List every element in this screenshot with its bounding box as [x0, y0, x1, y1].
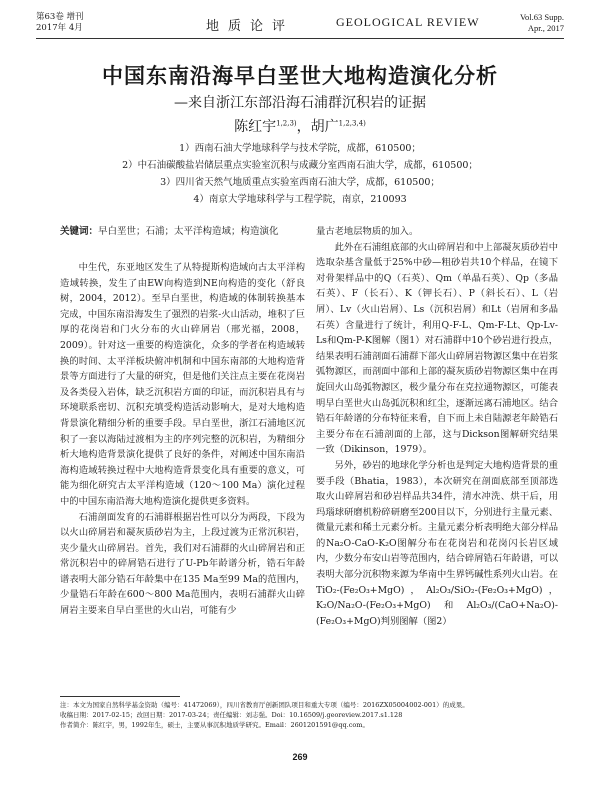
- paragraph: 此外在石浦组底部的火山碎屑岩和中上部凝灰质砂岩中选取杂基含量低于25%中砂—粗砂岩共10个样品，在镜下对骨架样品中的Q（石英）、Qm（单晶石英）、Qp（多晶石英）、F（长石）、K（钾长石）、P（斜长石）、L（岩屑）、Lv（火山岩屑）、Ls（沉积岩屑）和Lt（岩屑和多晶石英）含量进行了统计，利用Q-F-L、Qm-F-Lt、Qp-Lv-Ls和Qm-P-K图解（图1）对石浦群中10个砂岩进行投点，结果表明石浦剖面石浦群下部火山碎屑岩物源区集中在岩浆弧物源区，而剖面中部和上部的凝灰质砂岩物源区集中在再旋回火山岛弧物源区，极少量分布在克拉通物源区，可能表明早白垩世火山岛弧沉积和红尘，逐渐远离石浦地区。结合锆石年龄谱的分布特征来看，自下而上未自陆源老年龄锆石主要分布在石浦剖面的上部，这与Dickson图解研究结果一致（Dikinson，1979）。: [316, 241, 558, 456]
- date-en: Apr., 2017: [527, 23, 564, 33]
- footnotes: [60, 700, 560, 730]
- footnote-author: 作者简介：陈红宇，男，1992年生，硕士，主要从事沉积地质学研究。Email：2601201591@qq.com。: [60, 721, 369, 729]
- paragraph: 量古老地层物质的加入。: [316, 226, 419, 237]
- keywords-text: 早白垩世；石浦；太平洋构造域；构造演化: [98, 226, 279, 237]
- running-header: [36, 12, 564, 39]
- author-affil-mark: 1,2,3,4): [338, 119, 366, 128]
- footnote-dates: 收稿日期：2017-02-15；改回日期：2017-03-24；责任编辑：刘志强。Doi：10.16509/j.georeview.2017.s1.128: [60, 711, 403, 719]
- footnote-rule: [60, 696, 180, 697]
- date-cn: 2017年 4月: [36, 23, 83, 33]
- author-affil-mark: 1,2,3): [276, 119, 297, 128]
- page-number: 269: [292, 752, 308, 762]
- affiliation: 1）西南石油大学地球科学与技术学院，成都，610500；: [179, 143, 421, 154]
- paragraph: 另外，砂岩的地球化学分析也是判定大地构造背景的重要手段（Bhatia，1983），本次研究在剖面底部至顶部选取火山碎屑岩和砂岩样品共34件，清水冲洗、烘干后，用玛瑙球研磨机粉碎研磨至200目以下，分别进行主量元素、微量元素和稀土元素分析。主量元素分析表明绝大部分样品的Na₂O-CaO-K₂O图解分布在花岗岩和花岗闪长岩区域内，少数分布安山岩等范围内，结合碎屑锆石年龄谱，可以表明大部分沉积物来源为华南中生界钙碱性系列火山岩。在TiO₂-(Fe₂O₃+MgO)，Al₂O₃/SiO₂-(Fe₂O₃+MgO)，K₂O/Na₂O-(Fe₂O₃+MgO)和Al₂O₃/(CaO+Na₂O)-(Fe₂O₃+MgO)判别图解（图2）: [316, 459, 558, 627]
- author-separator: ，: [296, 119, 311, 135]
- author-line: [0, 116, 600, 136]
- body-column-right: [316, 224, 558, 629]
- header-volume-cn: [36, 12, 84, 34]
- affiliation: 3）四川省天然气地质重点实验室西南石油大学，成都，610500；: [160, 177, 440, 188]
- author-name: 胡广: [310, 119, 339, 135]
- keywords-label: 关键词：: [60, 226, 99, 237]
- header-volume-en: [520, 12, 564, 34]
- affiliation: 4）南京大学地球科学与工程学院，南京，210093: [193, 194, 407, 205]
- journal-name-en: GEOLOGICAL REVIEW: [336, 15, 480, 29]
- keywords: [60, 224, 305, 239]
- volume-en: Vol.63 Supp.: [519, 12, 564, 22]
- article-title: 中国东南沿海早白垩世大地构造演化分析: [102, 64, 498, 88]
- article-subtitle: —来自浙江东部沿海石浦群沉积岩的证据: [174, 95, 426, 111]
- journal-name-cn: 地质论评: [206, 19, 295, 34]
- volume-cn: 第63卷 增刊: [36, 12, 84, 22]
- paragraph: 石浦剖面发育的石浦群根据岩性可以分为两段，下段为以火山碎屑岩和凝灰质砂岩为主，上段过渡为正常沉积岩，夹少量火山碎屑岩。首先，我们对石浦群的火山碎屑岩和正常沉积岩中的碎屑锆石进行了U-Pb年龄谱分析，锆石年龄谱表明大部分锆石年龄集中在135 Ma至99 Ma的范围内，少量锆石年龄在600～800 Ma范围内，表明石浦群火山碎屑岩主要来自早白垩世的火山岩，可能有少: [60, 511, 305, 617]
- paragraph: 中生代，东亚地区发生了从特提斯构造域向古太平洋构造域转换，发生了由EW向构造到NE向构造的变化（舒良树，2004，2012）。至早白垩世，构造域的体制转换基本完成，中国东南沿海发生了强烈的岩浆-火山活动，堆积了巨厚的花岗岩和门火分布的火山碎屑岩（邢光福，2008，2009）。针对这一重要的构造演化，众多的学者在构造域转换的时间、太平洋板块俯冲机制和中国东南部的大地构造背景等方面进行了大量的研究，但是他们关注点主要在花岗岩及各类侵入岩体，缺乏沉积岩方面的印证，而沉积岩具有与环境联系密切、沉积充填受构造活动影响大，是对大地构造背景演化精细分析的重要手段。早白垩世，浙江石浦地区沉积了一套以海陆过渡相为主的序列完整的沉积岩，为精细分析大地构造背景演化提供了良好的条件，对阐述中国东南沿海构造域转换过程中大地构造背景变化具有重要的意义，可能为细化研究古太平洋构造域（120～100 Ma）演化过程中的中国东南沿海大地构造演化提供更多资料。: [60, 262, 305, 507]
- author-name: 陈红宇: [234, 119, 277, 135]
- footnote-funding: 注：本文为国家自然科学基金资助（编号：41472069），四川省教育厅创新团队项目和重大专项（编号：2016ZX05004002-001）的成果。: [60, 701, 469, 709]
- body-column-left: [60, 260, 305, 619]
- affiliation: 2）中石油碳酸盐岩储层重点实验室沉积与成藏分室西南石油大学，成都，610500；: [122, 160, 478, 171]
